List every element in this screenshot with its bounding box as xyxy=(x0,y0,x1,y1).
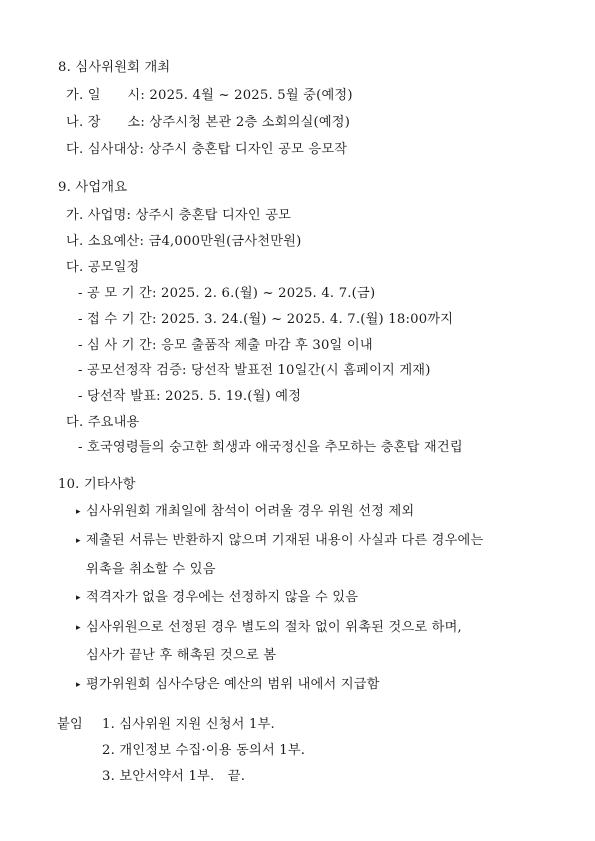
triangle-bullet-icon: ▸ xyxy=(76,623,81,633)
triangle-bullet-icon: ▸ xyxy=(76,593,81,603)
s9-item-schedule: 다. 공모일정 xyxy=(66,260,140,275)
list-item: ▸ 심사위원으로 선정된 경우 별도의 절차 없이 위촉된 것으로 하며, xyxy=(76,620,462,635)
schedule-line: - 공모선정작 검증: 당선작 발표전 10일간(시 홈페이지 게재) xyxy=(78,363,431,378)
s8-item-place: 나. 장 소: 상주시청 본관 2층 소회의실(예정) xyxy=(66,115,351,130)
attachment-item: 3. 보안서약서 1부. 끝. xyxy=(102,769,246,784)
schedule-line: - 당선작 발표: 2025. 5. 19.(월) 예정 xyxy=(78,389,302,404)
triangle-bullet-icon: ▸ xyxy=(76,507,81,517)
schedule-line: - 심 사 기 간: 응모 출품작 제출 마감 후 30일 이내 xyxy=(78,338,373,353)
list-item: ▸ 심사위원회 개최일에 참석이 어려울 경우 위원 선정 제외 xyxy=(76,504,415,519)
section-9-heading: 9. 사업개요 xyxy=(58,180,128,195)
triangle-bullet-icon: ▸ xyxy=(76,536,81,546)
s8-item-target: 다. 심사대상: 상주시 충혼탑 디자인 공모 응모작 xyxy=(66,142,348,157)
list-item: ▸ 적격자가 없을 경우에는 선정하지 않을 수 있음 xyxy=(76,590,359,605)
s9-item-name: 가. 사업명: 상주시 충혼탑 디자인 공모 xyxy=(66,208,292,223)
attachment-item: 1. 심사위원 지원 신청서 1부. xyxy=(102,717,275,732)
section-8-heading: 8. 심사위원회 개최 xyxy=(58,60,171,75)
section-10-heading: 10. 기타사항 xyxy=(58,477,136,492)
list-item: ▸ 제출된 서류는 반환하지 않으며 기재된 내용이 사실과 다른 경우에는 xyxy=(76,533,484,548)
attachment-item: 2. 개인정보 수집·이용 동의서 1부. xyxy=(102,743,306,758)
s9-content-heading: 다. 주요내용 xyxy=(66,415,140,430)
list-item-continuation: 심사가 끝난 후 해촉된 것으로 봄 xyxy=(86,648,277,663)
schedule-line: - 공 모 기 간: 2025. 2. 6.(월) ~ 2025. 4. 7.(금) xyxy=(78,286,376,301)
triangle-bullet-icon: ▸ xyxy=(76,680,81,690)
s9-item-budget: 나. 소요예산: 금4,000만원(금사천만원) xyxy=(66,234,302,249)
s9-content-line: - 호국영령들의 숭고한 희생과 애국정신을 추모하는 충혼탑 재건립 xyxy=(78,440,463,455)
s8-item-date: 가. 일 시: 2025. 4월 ~ 2025. 5월 중(예정) xyxy=(66,88,353,103)
schedule-line: - 접 수 기 간: 2025. 3. 24.(월) ~ 2025. 4. 7.(월) 18:00까지 xyxy=(78,312,454,327)
attachment-label: 붙임 xyxy=(57,717,83,732)
list-item-continuation: 위촉을 취소할 수 있음 xyxy=(86,562,216,577)
list-item: ▸ 평가위원회 심사수당은 예산의 범위 내에서 지급함 xyxy=(76,677,380,692)
